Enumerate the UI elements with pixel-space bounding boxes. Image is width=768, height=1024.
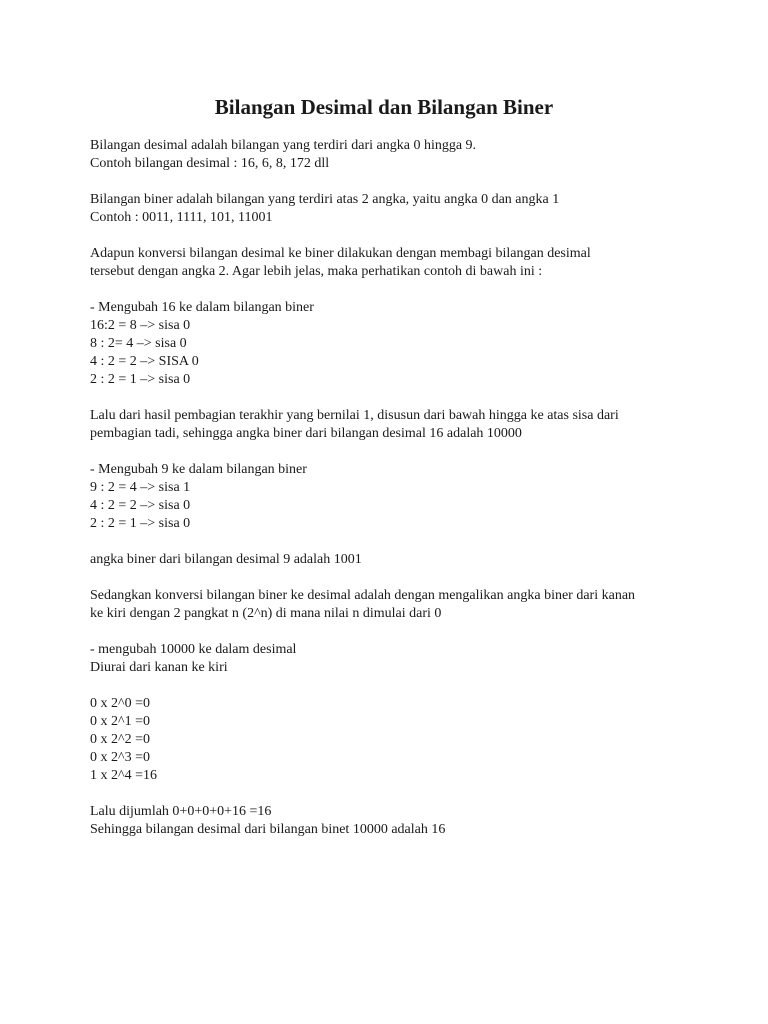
text-line: 2 : 2 = 1 –> sisa 0 xyxy=(90,516,191,531)
text-line: tersebut dengan angka 2. Agar lebih jelas, maka perhatikan contoh di bawah ini : xyxy=(90,264,543,279)
text-line: 1 x 2^4 =16 xyxy=(90,768,157,783)
text-line: Contoh : 0011, 1111, 101, 11001 xyxy=(90,210,273,225)
text-line: pembagian tadi, sehingga angka biner dari bilangan desimal 16 adalah 10000 xyxy=(90,426,522,441)
text-line: Diurai dari kanan ke kiri xyxy=(90,660,228,675)
text-line: Bilangan biner adalah bilangan yang terdiri atas 2 angka, yaitu angka 0 dan angka 1 xyxy=(90,192,560,207)
paragraph xyxy=(90,191,690,227)
paragraph xyxy=(90,551,690,569)
text-line: 2 : 2 = 1 –> sisa 0 xyxy=(90,372,191,387)
paragraph xyxy=(90,407,690,443)
document-body xyxy=(90,137,690,839)
paragraph xyxy=(90,245,690,281)
text-line: ke kiri dengan 2 pangkat n (2^n) di mana nilai n dimulai dari 0 xyxy=(90,606,442,621)
text-line: Sehingga bilangan desimal dari bilangan binet 10000 adalah 16 xyxy=(90,822,446,837)
text-line: 9 : 2 = 4 –> sisa 1 xyxy=(90,480,191,495)
document-title: Bilangan Desimal dan Bilangan Biner xyxy=(214,95,554,119)
text-line: - Mengubah 16 ke dalam bilangan biner xyxy=(90,300,314,315)
text-line: Lalu dijumlah 0+0+0+0+16 =16 xyxy=(90,804,272,819)
text-line: 16:2 = 8 –> sisa 0 xyxy=(90,318,191,333)
text-line: 8 : 2= 4 –> sisa 0 xyxy=(90,336,187,351)
paragraph xyxy=(90,695,690,785)
text-line: Sedangkan konversi bilangan biner ke desimal adalah dengan mengalikan angka biner dari kanan xyxy=(90,588,636,603)
paragraph xyxy=(90,461,690,533)
text-line: 0 x 2^2 =0 xyxy=(90,732,150,747)
paragraph xyxy=(90,137,690,173)
text-line: 0 x 2^0 =0 xyxy=(90,696,150,711)
paragraph xyxy=(90,587,690,623)
text-line: Bilangan desimal adalah bilangan yang terdiri dari angka 0 hingga 9. xyxy=(90,138,477,153)
text-line: Adapun konversi bilangan desimal ke biner dilakukan dengan membagi bilangan desimal xyxy=(90,246,591,261)
text-line: angka biner dari bilangan desimal 9 adalah 1001 xyxy=(90,552,362,567)
text-line: - Mengubah 9 ke dalam bilangan biner xyxy=(90,462,307,477)
text-line: Contoh bilangan desimal : 16, 6, 8, 172 dll xyxy=(90,156,330,171)
text-line: 0 x 2^1 =0 xyxy=(90,714,150,729)
text-line: - mengubah 10000 ke dalam desimal xyxy=(90,642,297,657)
text-line: 4 : 2 = 2 –> sisa 0 xyxy=(90,498,191,513)
paragraph xyxy=(90,641,690,677)
text-line: Lalu dari hasil pembagian terakhir yang bernilai 1, disusun dari bawah hingga ke atas sisa dari xyxy=(90,408,619,423)
text-line: 0 x 2^3 =0 xyxy=(90,750,150,765)
paragraph xyxy=(90,299,690,389)
paragraph xyxy=(90,803,690,839)
text-line: 4 : 2 = 2 –> SISA 0 xyxy=(90,354,199,369)
